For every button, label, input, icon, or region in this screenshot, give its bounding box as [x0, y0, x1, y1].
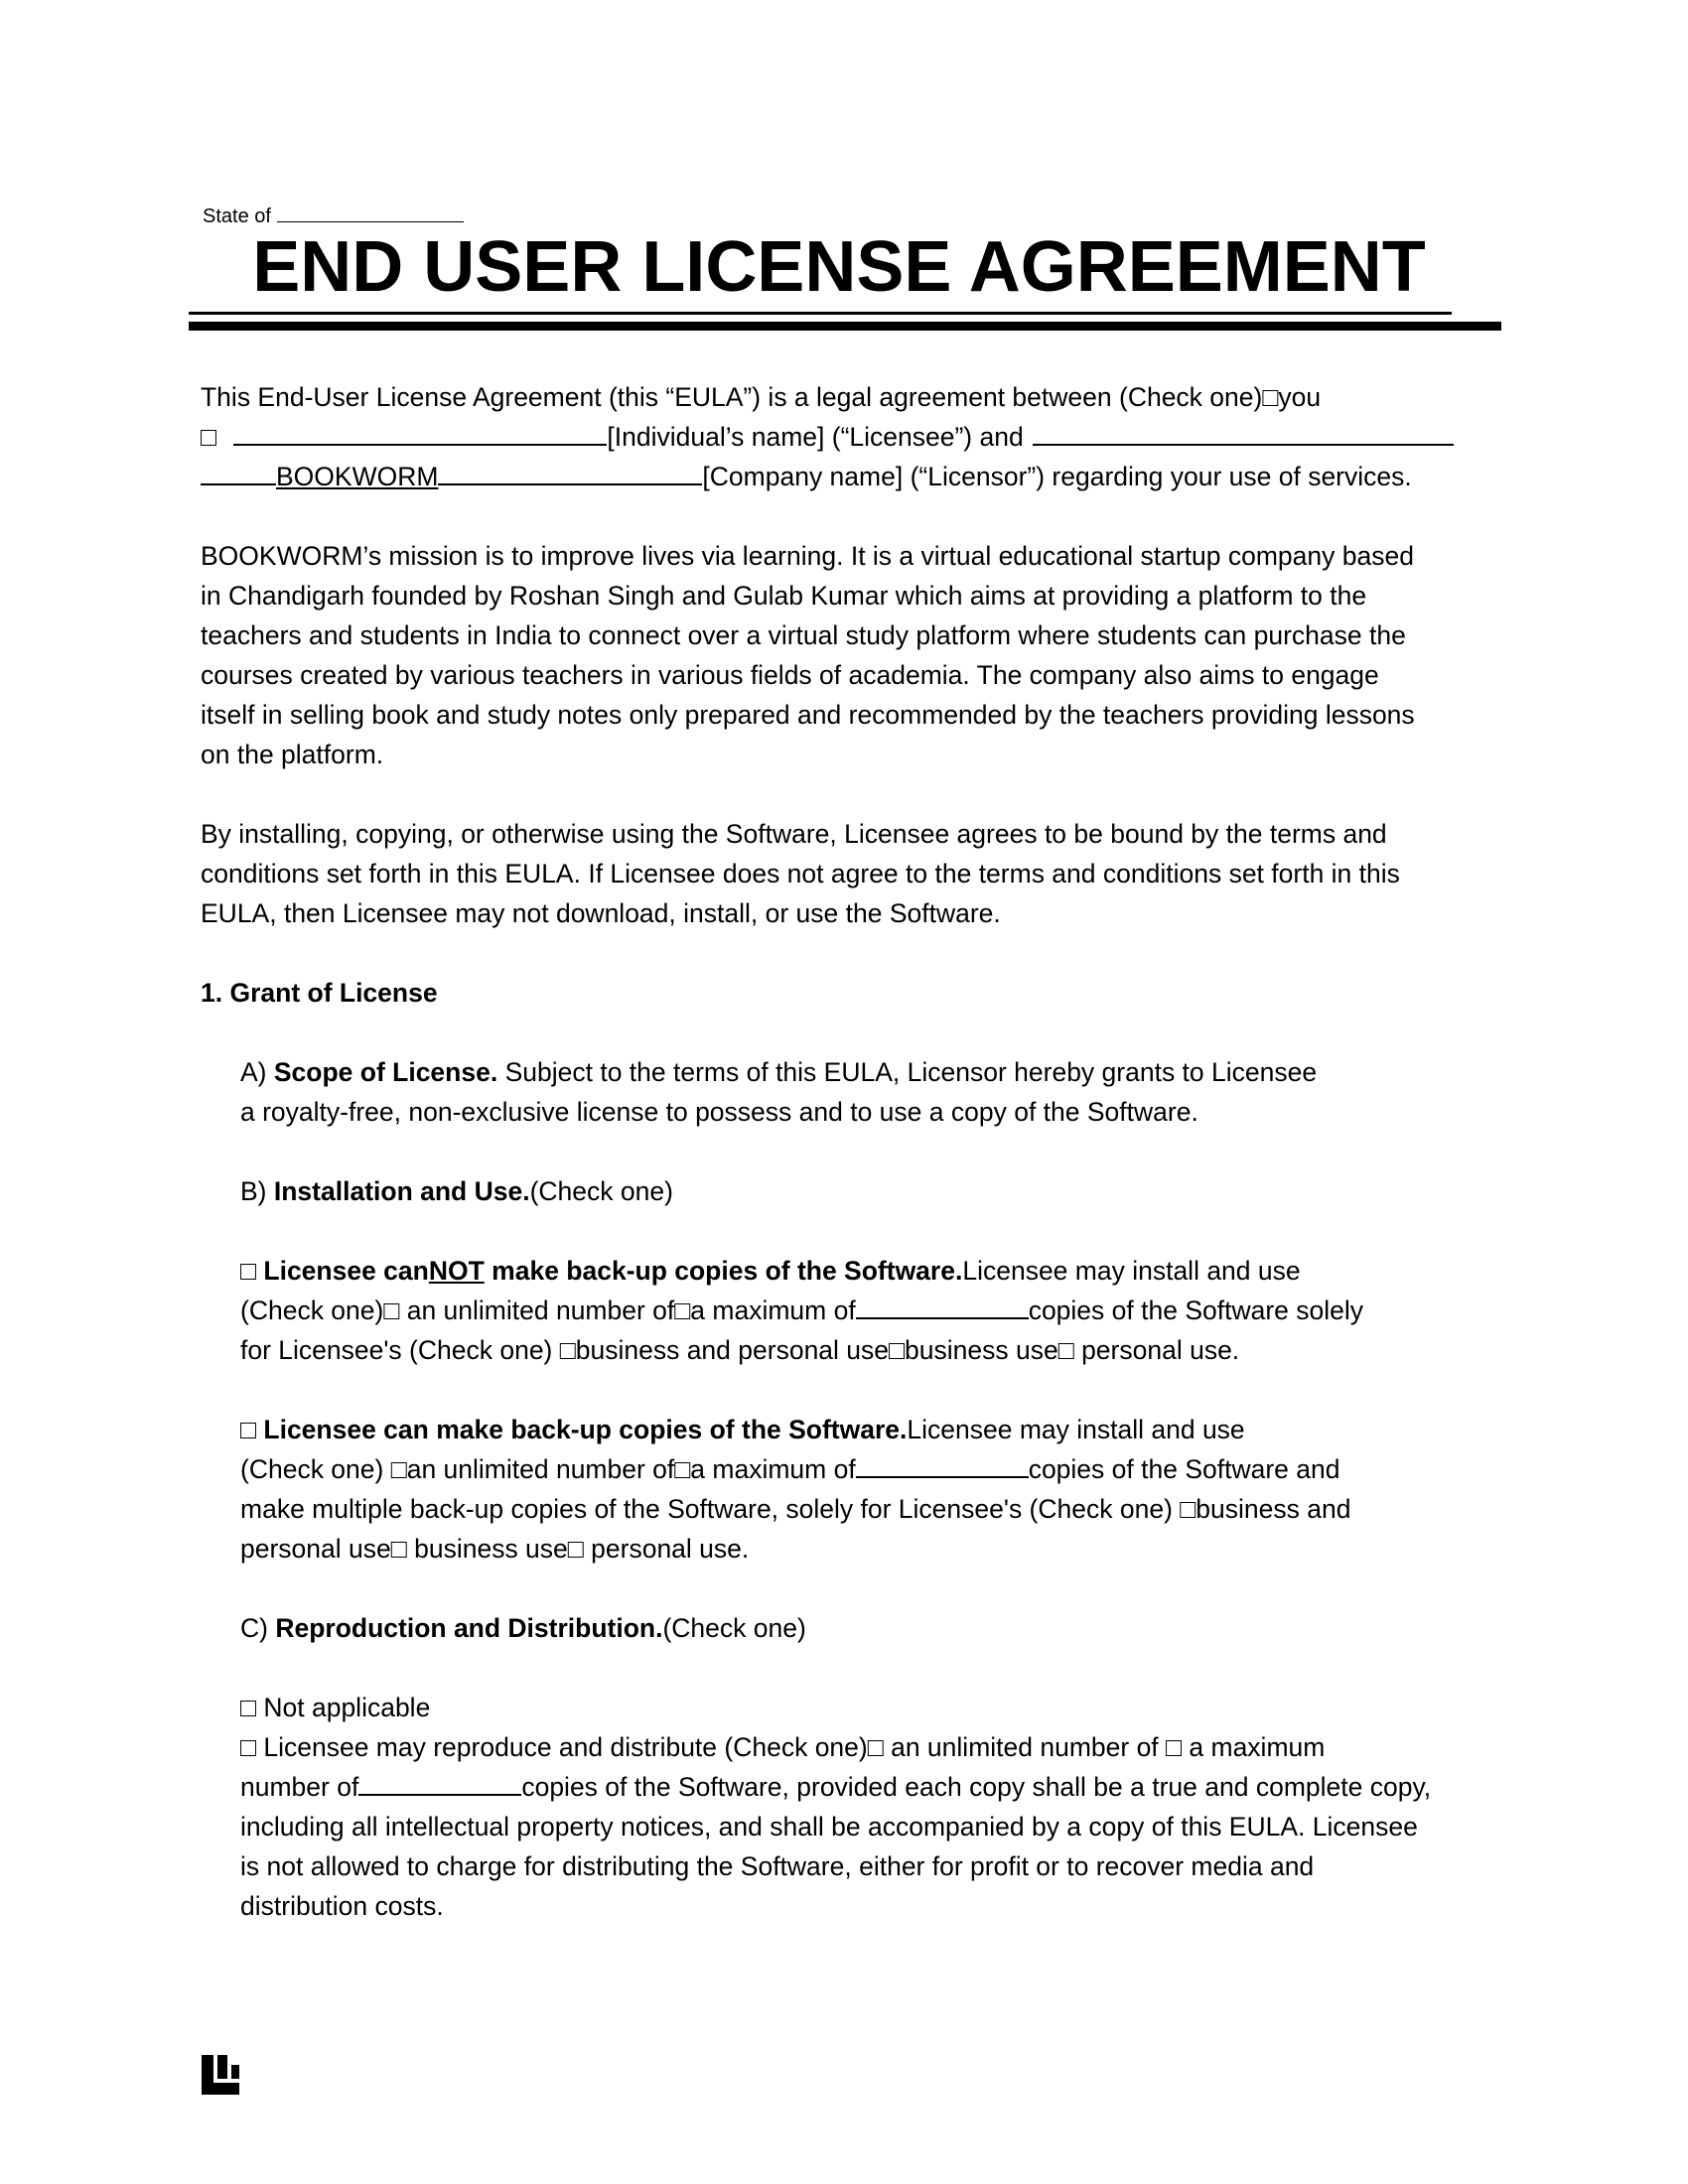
intro-line [201, 417, 1454, 457]
installation-title: Installation and Use. [273, 1176, 530, 1206]
state-blank-field[interactable] [277, 202, 464, 222]
acceptance-line: EULA, then Licensee may not download, install, or use the Software. [201, 898, 1001, 928]
installation-option-backup [240, 1410, 1350, 1569]
mission-line: teachers and students in India to connect over a virtual study platform where students can purchase the [201, 620, 1406, 650]
acceptance-line: By installing, copying, or otherwise using the Software, Licensee agrees to be bound by the terms and [201, 819, 1387, 849]
company-name-field[interactable] [438, 458, 702, 485]
mission-line: BOOKWORM’s mission is to improve lives via learning. It is a virtual educational startup company based [201, 541, 1414, 571]
option-line: □ Licensee may reproduce and distribute (Check one)□ an unlimited number of □ a maximum [240, 1732, 1326, 1762]
acceptance-paragraph [201, 814, 1400, 933]
acceptance-line: conditions set forth in this EULA. If Licensee does not agree to the terms and conditions set forth in this [201, 859, 1400, 888]
option-line: distribution costs. [240, 1891, 444, 1921]
mission-paragraph [201, 536, 1415, 774]
option-line: for Licensee's (Check one) □business and personal use□business use□ personal use. [240, 1335, 1240, 1365]
state-label: State of [203, 205, 271, 227]
not-applicable-option[interactable]: □ Not applicable [240, 1693, 431, 1722]
not-emphasis: NOT [428, 1256, 485, 1286]
option-checkbox[interactable]: □ [240, 1415, 257, 1444]
mission-line: courses created by various teachers in various fields of academia. The company also aims to engage [201, 660, 1379, 690]
individual-name-field[interactable] [233, 418, 607, 446]
company-name-label: [Company name] (“Licensor”) regarding your use of services. [702, 462, 1412, 491]
scope-text: Subject to the terms of this EULA, Licensor hereby grants to Licensee [504, 1057, 1318, 1087]
option-text: Licensee may install and use [907, 1415, 1245, 1444]
option-line: make multiple back-up copies of the Software, solely for Licensee's (Check one) □business and [240, 1494, 1351, 1524]
option-checkbox[interactable]: □ [240, 1256, 257, 1286]
scope-prefix: A) [240, 1057, 267, 1087]
option-line: including all intellectual property notices, and shall be accompanied by a copy of this EULA. Licensee [240, 1812, 1418, 1842]
option-line: personal use□ business use□ personal use. [240, 1534, 750, 1564]
company-name: BOOKWORM [276, 462, 439, 491]
option-line [240, 1410, 1350, 1449]
section-heading: 1. Grant of License [201, 978, 438, 1008]
title-rule-thick [189, 322, 1501, 331]
installation-suffix: (Check one) [529, 1176, 673, 1206]
installation-prefix: B) [240, 1176, 267, 1206]
intro-line: This End-User License Agreement (this “EULA”) is a legal agreement between (Check one)□you [201, 382, 1322, 412]
option-title: Licensee canNOT make back-up copies of the Software. [263, 1256, 963, 1286]
option-line: (Check one) □an unlimited number of□a maximum of copies of the Software and [240, 1449, 1350, 1489]
reproduction-suffix: (Check one) [662, 1613, 806, 1643]
option-title: Licensee can make back-up copies of the Software. [263, 1415, 908, 1444]
option-text: Licensee may install and use [962, 1256, 1301, 1286]
option-line: is not allowed to charge for distributing the Software, either for profit or to recover media and [240, 1851, 1315, 1881]
licensor-blank-field[interactable] [1033, 418, 1454, 446]
copies-count-field[interactable] [856, 1450, 1029, 1478]
mission-line: itself in selling book and study notes only prepared and recommended by the teachers providing lessons [201, 700, 1415, 730]
mission-line: on the platform. [201, 740, 384, 769]
scope-of-license [240, 1052, 1317, 1132]
state-line [203, 202, 464, 229]
copies-count-field[interactable] [358, 1768, 521, 1796]
mission-line: in Chandigarh founded by Roshan Singh and Gulab Kumar which aims at providing a platform to the [201, 581, 1367, 611]
title-rule-thin [189, 312, 1452, 315]
option-line: (Check one)□ an unlimited number of□a maximum of copies of the Software solely [240, 1291, 1363, 1330]
scope-line: a royalty-free, non-exclusive license to possess and to use a copy of the Software. [240, 1097, 1198, 1127]
page-title: END USER LICENSE AGREEMENT [252, 227, 1426, 307]
copies-count-field[interactable] [856, 1292, 1029, 1319]
reproduction-title: Reproduction and Distribution. [275, 1613, 663, 1643]
reproduction-options [240, 1688, 1431, 1926]
option-line: number of copies of the Software, provided each copy shall be a true and complete copy, [240, 1767, 1431, 1807]
scope-title: Scope of License. [273, 1057, 498, 1087]
individual-name-label: [Individual’s name] (“Licensee”) and [607, 422, 1024, 452]
installation-heading [240, 1171, 673, 1211]
legal-templates-logo-icon [202, 2055, 239, 2095]
reproduction-heading [240, 1608, 806, 1648]
intro-line [201, 457, 1454, 496]
company-prefix-blank[interactable] [201, 458, 276, 485]
scope-line [240, 1052, 1317, 1092]
installation-option-no-backup [240, 1251, 1363, 1370]
intro-checkbox[interactable]: □ [201, 422, 217, 452]
reproduction-prefix: C) [240, 1613, 268, 1643]
intro-paragraph [201, 377, 1454, 496]
option-line [240, 1251, 1363, 1291]
